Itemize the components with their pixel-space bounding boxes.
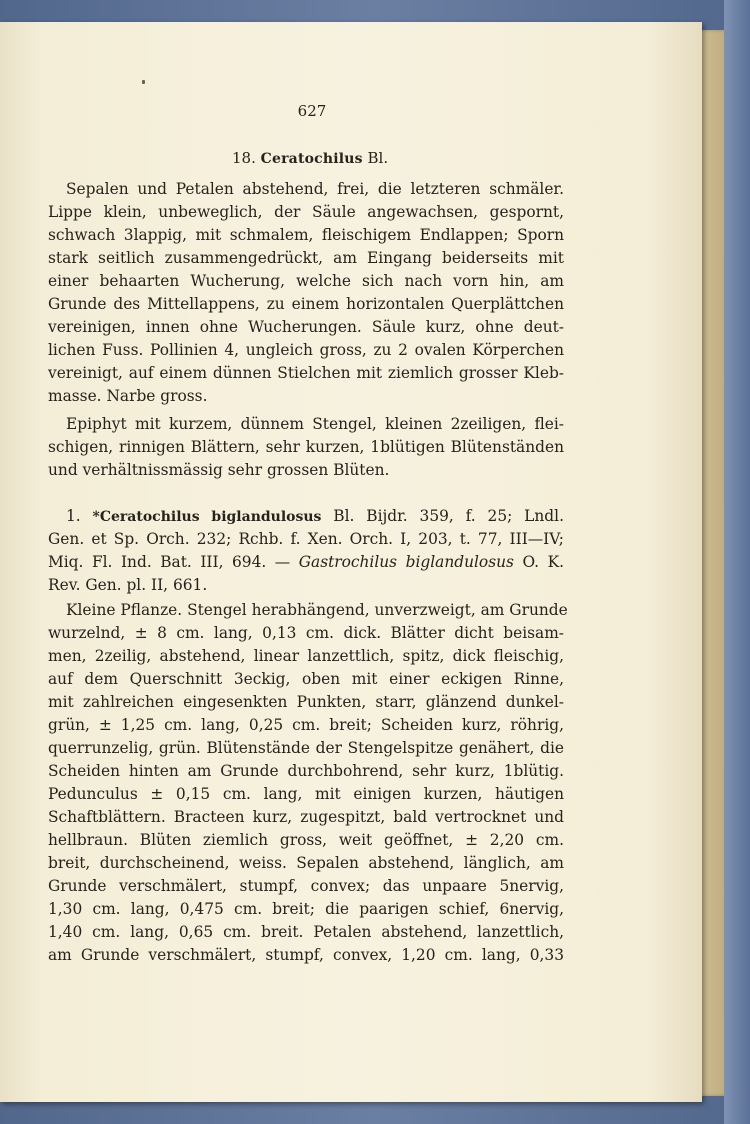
genus-name: Ceratochilus bbox=[260, 151, 363, 167]
habit-line: Epiphyt mit kurzem, dünnem Stengel, kleinen 2zeiligen, flei- bbox=[66, 415, 564, 433]
description-line: stark seitlich zusammengedrückt, am Eingang beiderseits mit bbox=[48, 249, 564, 267]
species-citation-line: Rev. Gen. pl. II, 661. bbox=[48, 576, 208, 594]
description-line: masse. Narbe gross. bbox=[48, 387, 208, 405]
species-description-line: breit, durchscheinend, weiss. Sepalen abstehend, länglich, am bbox=[48, 854, 564, 872]
description-line: Grunde des Mittellappens, zu einem horizontalen Querplättchen bbox=[48, 295, 564, 313]
species-description-line: Kleine Pflanze. Stengel herabhängend, unverzweigt, am Grunde bbox=[66, 601, 568, 619]
species-description-line: auf dem Querschnitt 3eckig, oben mit einer eckigen Rinne, bbox=[48, 670, 564, 688]
species-description-line: Pedunculus ± 0,15 cm. lang, mit einigen kurzen, häutigen bbox=[48, 785, 564, 803]
species-description-line: querrunzelig, grün. Blütenstände der Stengelspitze genähert, die bbox=[48, 739, 564, 757]
page-text bbox=[0, 22, 702, 1102]
species-description-line: mit zahlreichen eingesenkten Punkten, starr, glänzend dunkel- bbox=[48, 693, 564, 711]
book-binding-edge bbox=[724, 0, 750, 1124]
description-line: vereinigt, auf einem dünnen Stielchen mit ziemlich grosser Kleb- bbox=[48, 364, 564, 382]
species-description-line: Schaftblättern. Bracteen kurz, zugespitzt, bald vertrocknet und bbox=[48, 808, 564, 826]
description-line: vereinigen, innen ohne Wucherungen. Säule kurz, ohne deut- bbox=[48, 318, 564, 336]
species-citation: O. K. bbox=[522, 553, 564, 571]
species-description-line: Grunde verschmälert, stumpf, convex; das unpaare 5nervig, bbox=[48, 877, 564, 895]
description-line: Sepalen und Petalen abstehend, frei, die letzteren schmäler. bbox=[66, 180, 564, 198]
habit-line: und verhältnissmässig sehr grossen Blüten. bbox=[48, 461, 390, 479]
species-description-line: wurzelnd, ± 8 cm. lang, 0,13 cm. dick. Blätter dicht beisam- bbox=[48, 624, 564, 642]
species-description-line: 1,30 cm. lang, 0,475 cm. breit; die paarigen schief, 6nervig, bbox=[48, 900, 564, 918]
book-page bbox=[0, 22, 702, 1102]
habit-line: schigen, rinnigen Blättern, sehr kurzen, 1blütigen Blütenständen bbox=[48, 438, 564, 456]
description-line: lichen Fuss. Pollinien 4, ungleich gross, zu 2 ovalen Körperchen bbox=[48, 341, 564, 359]
species-description-line: hellbraun. Blüten ziemlich gross, weit geöffnet, ± 2,20 cm. bbox=[48, 831, 564, 849]
species-description-line: Scheiden hinten am Grunde durchbohrend, sehr kurz, 1blütig. bbox=[48, 762, 564, 780]
species-synonym: Gastrochilus biglandulosus bbox=[298, 553, 514, 571]
species-name: *Ceratochilus biglandulosus bbox=[92, 509, 322, 525]
description-line: Lippe klein, unbeweglich, der Säule angewachsen, gespornt, bbox=[48, 203, 564, 221]
species-citation-line bbox=[48, 552, 564, 572]
species-description-line: grün, ± 1,25 cm. lang, 0,25 cm. breit; Scheiden kurz, röhrig, bbox=[48, 716, 564, 734]
description-line: schwach 3lappig, mit schmalem, fleischigem Endlappen; Sporn bbox=[48, 226, 564, 244]
species-citation-line: Gen. et Sp. Orch. 232; Rchb. f. Xen. Orch. I, 203, t. 77, III—IV; bbox=[48, 530, 564, 548]
genus-heading bbox=[232, 149, 388, 167]
species-citation: Miq. Fl. Ind. Bat. III, 694. — bbox=[48, 553, 291, 571]
page-number: 627 bbox=[297, 102, 327, 120]
species-description-line: am Grunde verschmälert, stumpf, convex, 1,20 cm. lang, 0,33 bbox=[48, 946, 564, 964]
species-number: 1. bbox=[66, 507, 81, 525]
species-description-line: 1,40 cm. lang, 0,65 cm. breit. Petalen abstehend, lanzettlich, bbox=[48, 923, 564, 941]
species-citation: Bl. Bijdr. 359, f. 25; Lndl. bbox=[333, 507, 564, 525]
genus-number: 18. bbox=[232, 149, 256, 167]
species-description-line: men, 2zeilig, abstehend, linear lanzettlich, spitz, dick fleischig, bbox=[48, 647, 564, 665]
genus-author: Bl. bbox=[367, 149, 389, 167]
species-citation-line bbox=[66, 506, 564, 527]
description-line: einer behaarten Wucherung, welche sich nach vorn hin, am bbox=[48, 272, 564, 290]
